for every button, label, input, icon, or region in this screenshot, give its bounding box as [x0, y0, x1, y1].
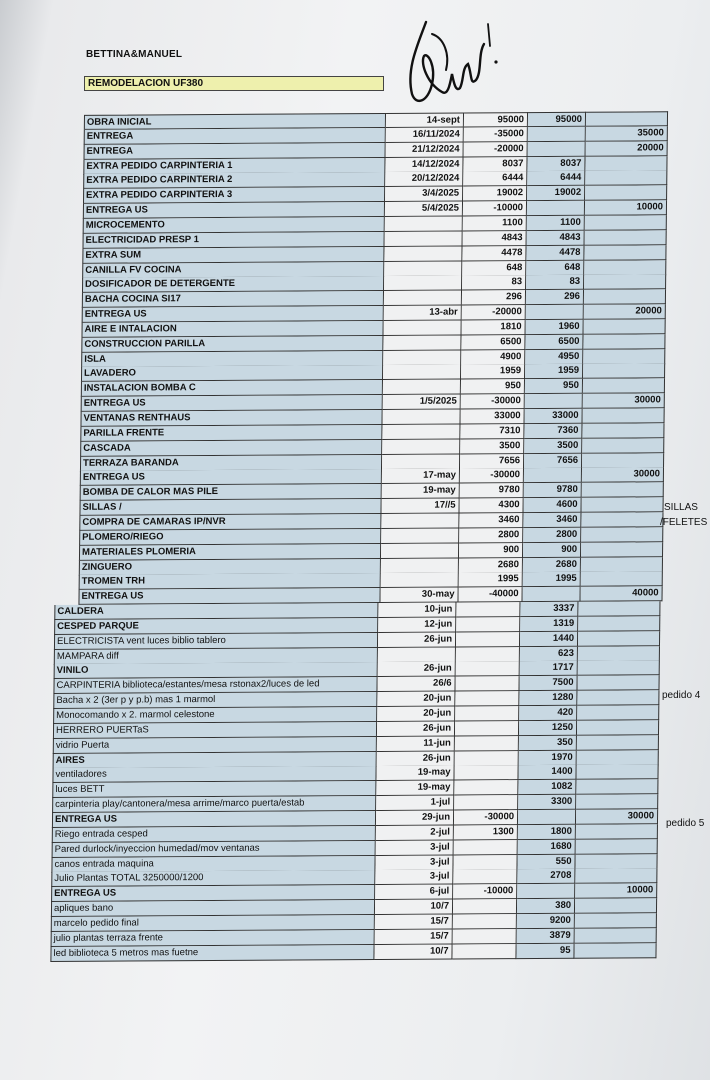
- row-payment: [577, 750, 659, 766]
- row-payment: [581, 542, 663, 558]
- row-payment: [582, 438, 664, 454]
- row-description: apliques bano: [51, 900, 375, 917]
- row-date: 3-jul: [376, 840, 454, 855]
- row-amount: [456, 647, 520, 662]
- row-date: 21/12/2024: [386, 142, 464, 157]
- row-cost: 380: [517, 899, 575, 914]
- row-cost: 550: [517, 854, 575, 869]
- row-date: [381, 573, 459, 588]
- row-date: 26-jun: [377, 751, 455, 766]
- row-description: ENTREGA US: [81, 395, 383, 412]
- row-description: MAMPARA diff: [54, 648, 378, 665]
- row-date: 10/7: [374, 944, 452, 959]
- row-cost: [522, 587, 580, 602]
- row-cost: 900: [523, 542, 581, 557]
- row-date: 29-jun: [376, 810, 454, 825]
- note-pedido-4: pedido 4: [662, 690, 701, 701]
- row-date: [383, 365, 461, 380]
- row-date: [382, 454, 460, 469]
- row-description: Bacha x 2 (3er p y p.b) mas 1 marmol: [53, 692, 377, 709]
- row-cost: 6444: [527, 171, 585, 186]
- row-description: ENTREGA US: [51, 885, 375, 902]
- row-amount: 83: [462, 275, 526, 290]
- row-cost: 3300: [518, 795, 576, 810]
- row-date: 26/6: [377, 677, 455, 692]
- row-description: EXTRA SUM: [82, 247, 384, 264]
- row-cost: 296: [526, 290, 584, 305]
- row-description: AIRES: [53, 752, 377, 769]
- row-date: [381, 528, 459, 543]
- row-date: [384, 246, 462, 261]
- row-date: 6-jul: [375, 885, 453, 900]
- row-description: EXTRA PEDIDO CARPINTERIA 3: [83, 187, 385, 204]
- row-payment: 20000: [584, 304, 666, 320]
- row-date: 14-sept: [386, 113, 464, 128]
- row-payment: [581, 512, 663, 528]
- row-cost: [526, 305, 584, 320]
- row-payment: [581, 497, 663, 513]
- project-title: REMODELACION UF380: [84, 76, 384, 91]
- row-payment: [583, 334, 665, 350]
- row-amount: 1100: [463, 216, 527, 231]
- row-amount: 296: [462, 290, 526, 305]
- row-description: TROMEN TRH: [79, 573, 381, 590]
- row-date: [382, 424, 460, 439]
- row-amount: 900: [459, 543, 523, 558]
- row-description: CALDERA: [54, 603, 378, 620]
- row-amount: [453, 869, 517, 884]
- row-date: [382, 410, 460, 425]
- row-amount: 2680: [459, 558, 523, 573]
- row-amount: [453, 899, 517, 914]
- row-description: SILLAS /: [79, 499, 381, 516]
- row-amount: [456, 632, 520, 647]
- row-date: 17-may: [382, 469, 460, 484]
- row-description: vidrio Puerta: [53, 737, 377, 754]
- row-payment: 10000: [575, 883, 657, 899]
- row-payment: [581, 572, 663, 588]
- row-payment: [584, 245, 666, 261]
- row-amount: -20000: [464, 142, 528, 157]
- row-payment: [585, 171, 667, 187]
- row-description: LAVADERO: [81, 365, 383, 382]
- row-cost: 2680: [523, 557, 581, 572]
- row-description: Monocomando x 2. marmol celestone: [53, 707, 377, 724]
- row-date: 20-jun: [377, 692, 455, 707]
- row-cost: 83: [526, 275, 584, 290]
- row-date: 26-jun: [378, 632, 456, 647]
- row-payment: [578, 661, 660, 677]
- row-date: [383, 380, 461, 395]
- row-description: ISLA: [81, 351, 383, 368]
- row-payment: [582, 453, 664, 469]
- row-date: [382, 439, 460, 454]
- row-payment: 30000: [576, 809, 658, 825]
- row-payment: [586, 111, 668, 127]
- client-name: BETTINA&MANUEL: [86, 49, 183, 60]
- row-payment: [582, 423, 664, 439]
- row-cost: 19002: [527, 186, 585, 201]
- row-cost: 7500: [519, 676, 577, 691]
- row-description: INSTALACION BOMBA C: [81, 380, 383, 397]
- row-date: 15/7: [375, 929, 453, 944]
- row-amount: [454, 780, 518, 795]
- row-description: COMPRA DE CAMARAS IP/NVR: [79, 514, 381, 531]
- row-cost: 648: [526, 260, 584, 275]
- row-amount: 1300: [454, 825, 518, 840]
- row-payment: [584, 289, 666, 305]
- row-cost: 420: [519, 706, 577, 721]
- row-cost: 1970: [519, 750, 577, 765]
- row-date: 20/12/2024: [385, 172, 463, 187]
- row-amount: -10000: [463, 201, 527, 216]
- row-cost: 623: [520, 646, 578, 661]
- row-date: 1/5/2025: [383, 395, 461, 410]
- row-date: [383, 320, 461, 335]
- row-date: [384, 291, 462, 306]
- row-cost: 1250: [519, 721, 577, 736]
- row-cost: 1995: [523, 572, 581, 587]
- row-date: 19-may: [376, 781, 454, 796]
- row-payment: [575, 913, 657, 929]
- row-amount: 95000: [464, 112, 528, 127]
- row-cost: 6500: [525, 335, 583, 350]
- row-amount: [455, 736, 519, 751]
- row-amount: 6444: [463, 172, 527, 187]
- row-payment: [578, 631, 660, 647]
- row-date: 14/12/2024: [385, 157, 463, 172]
- row-cost: 3500: [524, 438, 582, 453]
- row-description: CANILLA FV COCINA: [82, 261, 384, 278]
- row-payment: [583, 379, 665, 395]
- row-description: julio plantas terraza frente: [51, 930, 375, 947]
- row-date: 26-jun: [377, 721, 455, 736]
- row-description: led biblioteca 5 metros mas fuetne: [50, 945, 374, 962]
- row-amount: 7310: [460, 424, 524, 439]
- row-cost: 1082: [518, 780, 576, 795]
- note-pedido-5: pedido 5: [666, 818, 705, 829]
- row-date: 2-jul: [376, 825, 454, 840]
- row-description: CONSTRUCCION PARILLA: [81, 336, 383, 353]
- row-amount: -40000: [458, 587, 522, 602]
- note-feletes: /FELETES: [660, 517, 708, 528]
- row-cost: 8037: [527, 156, 585, 171]
- row-payment: [581, 527, 663, 543]
- row-amount: -30000: [461, 394, 525, 409]
- row-amount: -35000: [464, 127, 528, 142]
- row-cost: 33000: [525, 409, 583, 424]
- row-amount: 19002: [463, 186, 527, 201]
- row-payment: [584, 275, 666, 291]
- row-amount: [456, 662, 520, 677]
- row-cost: 4950: [525, 349, 583, 364]
- row-date: [385, 216, 463, 231]
- row-payment: [577, 705, 659, 721]
- row-payment: [582, 483, 664, 499]
- row-description: PARILLA FRENTE: [80, 425, 382, 442]
- handwritten-signature: [398, 14, 508, 114]
- row-payment: [583, 349, 665, 365]
- row-cost: 4600: [523, 498, 581, 513]
- row-payment: [575, 928, 657, 944]
- row-amount: 3460: [459, 513, 523, 528]
- row-cost: [527, 201, 585, 216]
- row-date: 11-jun: [377, 736, 455, 751]
- row-cost: 4843: [527, 231, 585, 246]
- row-description: Julio Plantas TOTAL 3250000/1200: [51, 870, 375, 887]
- row-description: CASCADA: [80, 440, 382, 457]
- row-amount: [456, 617, 520, 632]
- row-amount: 9780: [460, 483, 524, 498]
- row-cost: 9780: [524, 483, 582, 498]
- row-payment: [576, 824, 658, 840]
- row-payment: [576, 794, 658, 810]
- row-amount: -30000: [454, 810, 518, 825]
- row-amount: 1995: [459, 572, 523, 587]
- row-cost: 1800: [518, 825, 576, 840]
- row-amount: -20000: [462, 305, 526, 320]
- row-description: ENTREGA: [83, 143, 385, 160]
- row-date: 19-may: [376, 766, 454, 781]
- row-amount: -10000: [453, 884, 517, 899]
- row-cost: 9200: [517, 914, 575, 929]
- row-description: ENTREGA US: [78, 588, 380, 605]
- row-description: ENTREGA US: [52, 811, 376, 828]
- row-cost: 3879: [517, 929, 575, 944]
- row-description: VINILO: [54, 662, 378, 679]
- row-payment: [575, 898, 657, 914]
- row-payment: [574, 943, 656, 959]
- row-description: carpinteria play/cantonera/mesa arrime/marco puerta/estab: [52, 796, 376, 813]
- row-description: PLOMERO/RIEGO: [79, 529, 381, 546]
- row-description: TERRAZA BARANDA: [80, 455, 382, 472]
- row-amount: [455, 676, 519, 691]
- table-row: [50, 943, 656, 962]
- row-payment: [575, 869, 657, 885]
- row-cost: 7360: [524, 424, 582, 439]
- row-payment: [578, 616, 660, 632]
- row-amount: [456, 602, 520, 617]
- row-date: 30-may: [380, 588, 458, 603]
- row-amount: 4843: [463, 231, 527, 246]
- row-description: HERRERO PUERTaS: [53, 722, 377, 739]
- row-payment: [578, 601, 660, 617]
- row-date: [381, 513, 459, 528]
- row-description: EXTRA PEDIDO CARPINTERIA 2: [83, 172, 385, 189]
- row-cost: 95: [516, 943, 574, 958]
- row-payment: [584, 319, 666, 335]
- row-date: [378, 647, 456, 662]
- row-amount: 1959: [461, 365, 525, 380]
- row-payment: [584, 260, 666, 276]
- row-cost: 95000: [528, 112, 586, 127]
- row-date: 26-jun: [378, 662, 456, 677]
- row-description: MICROCEMENTO: [83, 217, 385, 234]
- row-amount: [455, 751, 519, 766]
- row-payment: 30000: [582, 468, 664, 484]
- row-amount: [454, 766, 518, 781]
- row-payment: [583, 364, 665, 380]
- row-amount: 4300: [459, 498, 523, 513]
- row-cost: 1100: [527, 216, 585, 231]
- row-payment: [585, 230, 667, 246]
- row-description: CESPED PARQUE: [54, 618, 378, 635]
- row-description: canos entrada maquina: [51, 855, 375, 872]
- row-cost: [518, 810, 576, 825]
- row-amount: 1810: [462, 320, 526, 335]
- row-description: Pared durlock/inyeccion humedad/mov ventanas: [52, 841, 376, 858]
- row-date: 19-may: [382, 484, 460, 499]
- row-description: Riego entrada cesped: [52, 826, 376, 843]
- row-date: 15/7: [375, 914, 453, 929]
- row-payment: [585, 186, 667, 202]
- row-cost: [517, 884, 575, 899]
- row-date: 13-abr: [384, 306, 462, 321]
- row-payment: 10000: [585, 200, 667, 216]
- row-description: ENTREGA US: [83, 202, 385, 219]
- row-date: 16/11/2024: [386, 127, 464, 142]
- row-description: BOMBA DE CALOR MAS PILE: [80, 484, 382, 501]
- row-payment: [578, 646, 660, 662]
- row-amount: [455, 721, 519, 736]
- row-description: MATERIALES PLOMERIA: [79, 544, 381, 561]
- row-cost: 350: [519, 735, 577, 750]
- row-amount: [454, 840, 518, 855]
- row-cost: 1680: [518, 839, 576, 854]
- row-date: [384, 261, 462, 276]
- row-cost: 1440: [520, 632, 578, 647]
- row-description: CARPINTERIA biblioteca/estantes/mesa rstonax2/luces de led: [53, 677, 377, 694]
- row-amount: 7656: [460, 454, 524, 469]
- row-cost: 1960: [526, 320, 584, 335]
- row-payment: [577, 720, 659, 736]
- row-amount: 4478: [462, 246, 526, 261]
- row-cost: 1319: [520, 617, 578, 632]
- row-date: [381, 558, 459, 573]
- note-sillas: SILLAS: [664, 502, 698, 513]
- row-payment: [575, 854, 657, 870]
- row-date: [383, 335, 461, 350]
- row-amount: [454, 795, 518, 810]
- row-date: [383, 350, 461, 365]
- row-cost: 1280: [519, 691, 577, 706]
- row-payment: 20000: [586, 141, 668, 157]
- expense-table: [48, 111, 678, 995]
- row-cost: [528, 141, 586, 156]
- row-cost: 4478: [526, 245, 584, 260]
- row-payment: 40000: [580, 586, 662, 602]
- row-cost: [528, 127, 586, 142]
- row-amount: 6500: [461, 335, 525, 350]
- row-payment: [583, 408, 665, 424]
- row-amount: 648: [462, 261, 526, 276]
- row-cost: 1400: [518, 765, 576, 780]
- row-description: AIRE E INTALACION: [81, 321, 383, 338]
- row-date: [381, 543, 459, 558]
- row-amount: -30000: [460, 469, 524, 484]
- row-cost: 1717: [520, 661, 578, 676]
- row-amount: [452, 944, 516, 959]
- row-date: 5/4/2025: [385, 202, 463, 217]
- row-date: [385, 231, 463, 246]
- row-cost: 3460: [523, 513, 581, 528]
- row-date: 20-jun: [377, 707, 455, 722]
- row-payment: [577, 676, 659, 692]
- row-amount: [453, 855, 517, 870]
- row-payment: [585, 156, 667, 172]
- row-description: ELECTRICIDAD PRESP 1: [82, 232, 384, 249]
- row-payment: [577, 690, 659, 706]
- row-cost: 7656: [524, 453, 582, 468]
- row-amount: 2800: [459, 528, 523, 543]
- row-payment: [577, 735, 659, 751]
- row-cost: 2800: [523, 528, 581, 543]
- row-cost: 2708: [517, 869, 575, 884]
- row-cost: 950: [525, 379, 583, 394]
- row-description: ENTREGA US: [80, 469, 382, 486]
- row-payment: [585, 215, 667, 231]
- row-amount: 33000: [460, 409, 524, 424]
- row-description: ZINGUERO: [79, 558, 381, 575]
- row-description: ENTREGA US: [82, 306, 384, 323]
- row-amount: 3500: [460, 439, 524, 454]
- row-payment: [576, 780, 658, 796]
- row-payment: [576, 839, 658, 855]
- row-amount: 4900: [461, 350, 525, 365]
- row-description: OBRA INICIAL: [84, 113, 386, 130]
- row-amount: [455, 691, 519, 706]
- row-date: [384, 276, 462, 291]
- row-date: 3-jul: [375, 855, 453, 870]
- row-description: VENTANAS RENTHAUS: [80, 410, 382, 427]
- row-payment: 30000: [583, 393, 665, 409]
- row-date: 17//5: [381, 499, 459, 514]
- row-cost: [525, 394, 583, 409]
- row-description: DOSIFICADOR DE DETERGENTE: [82, 276, 384, 293]
- row-date: 3-jul: [375, 870, 453, 885]
- row-payment: 35000: [586, 126, 668, 142]
- row-date: 1-jul: [376, 796, 454, 811]
- row-amount: [453, 929, 517, 944]
- row-date: 10-jun: [378, 603, 456, 618]
- row-description: ventiladores: [52, 766, 376, 783]
- row-description: marcelo pedido final: [51, 915, 375, 932]
- row-date: 10/7: [375, 900, 453, 915]
- row-description: luces BETT: [52, 781, 376, 798]
- row-description: EXTRA PEDIDO CARPINTERIA 1: [83, 158, 385, 175]
- row-description: BACHA COCINA SI17: [82, 291, 384, 308]
- row-amount: 8037: [463, 157, 527, 172]
- row-amount: [455, 706, 519, 721]
- row-amount: [453, 914, 517, 929]
- row-date: 3/4/2025: [385, 187, 463, 202]
- row-amount: 950: [461, 379, 525, 394]
- row-payment: [576, 765, 658, 781]
- row-cost: 1959: [525, 364, 583, 379]
- row-cost: 3337: [520, 602, 578, 617]
- row-cost: [524, 468, 582, 483]
- row-date: 12-jun: [378, 617, 456, 632]
- row-payment: [581, 557, 663, 573]
- row-description: ELECTRICISTA vent luces biblio tablero: [54, 633, 378, 650]
- row-description: ENTREGA: [84, 128, 386, 145]
